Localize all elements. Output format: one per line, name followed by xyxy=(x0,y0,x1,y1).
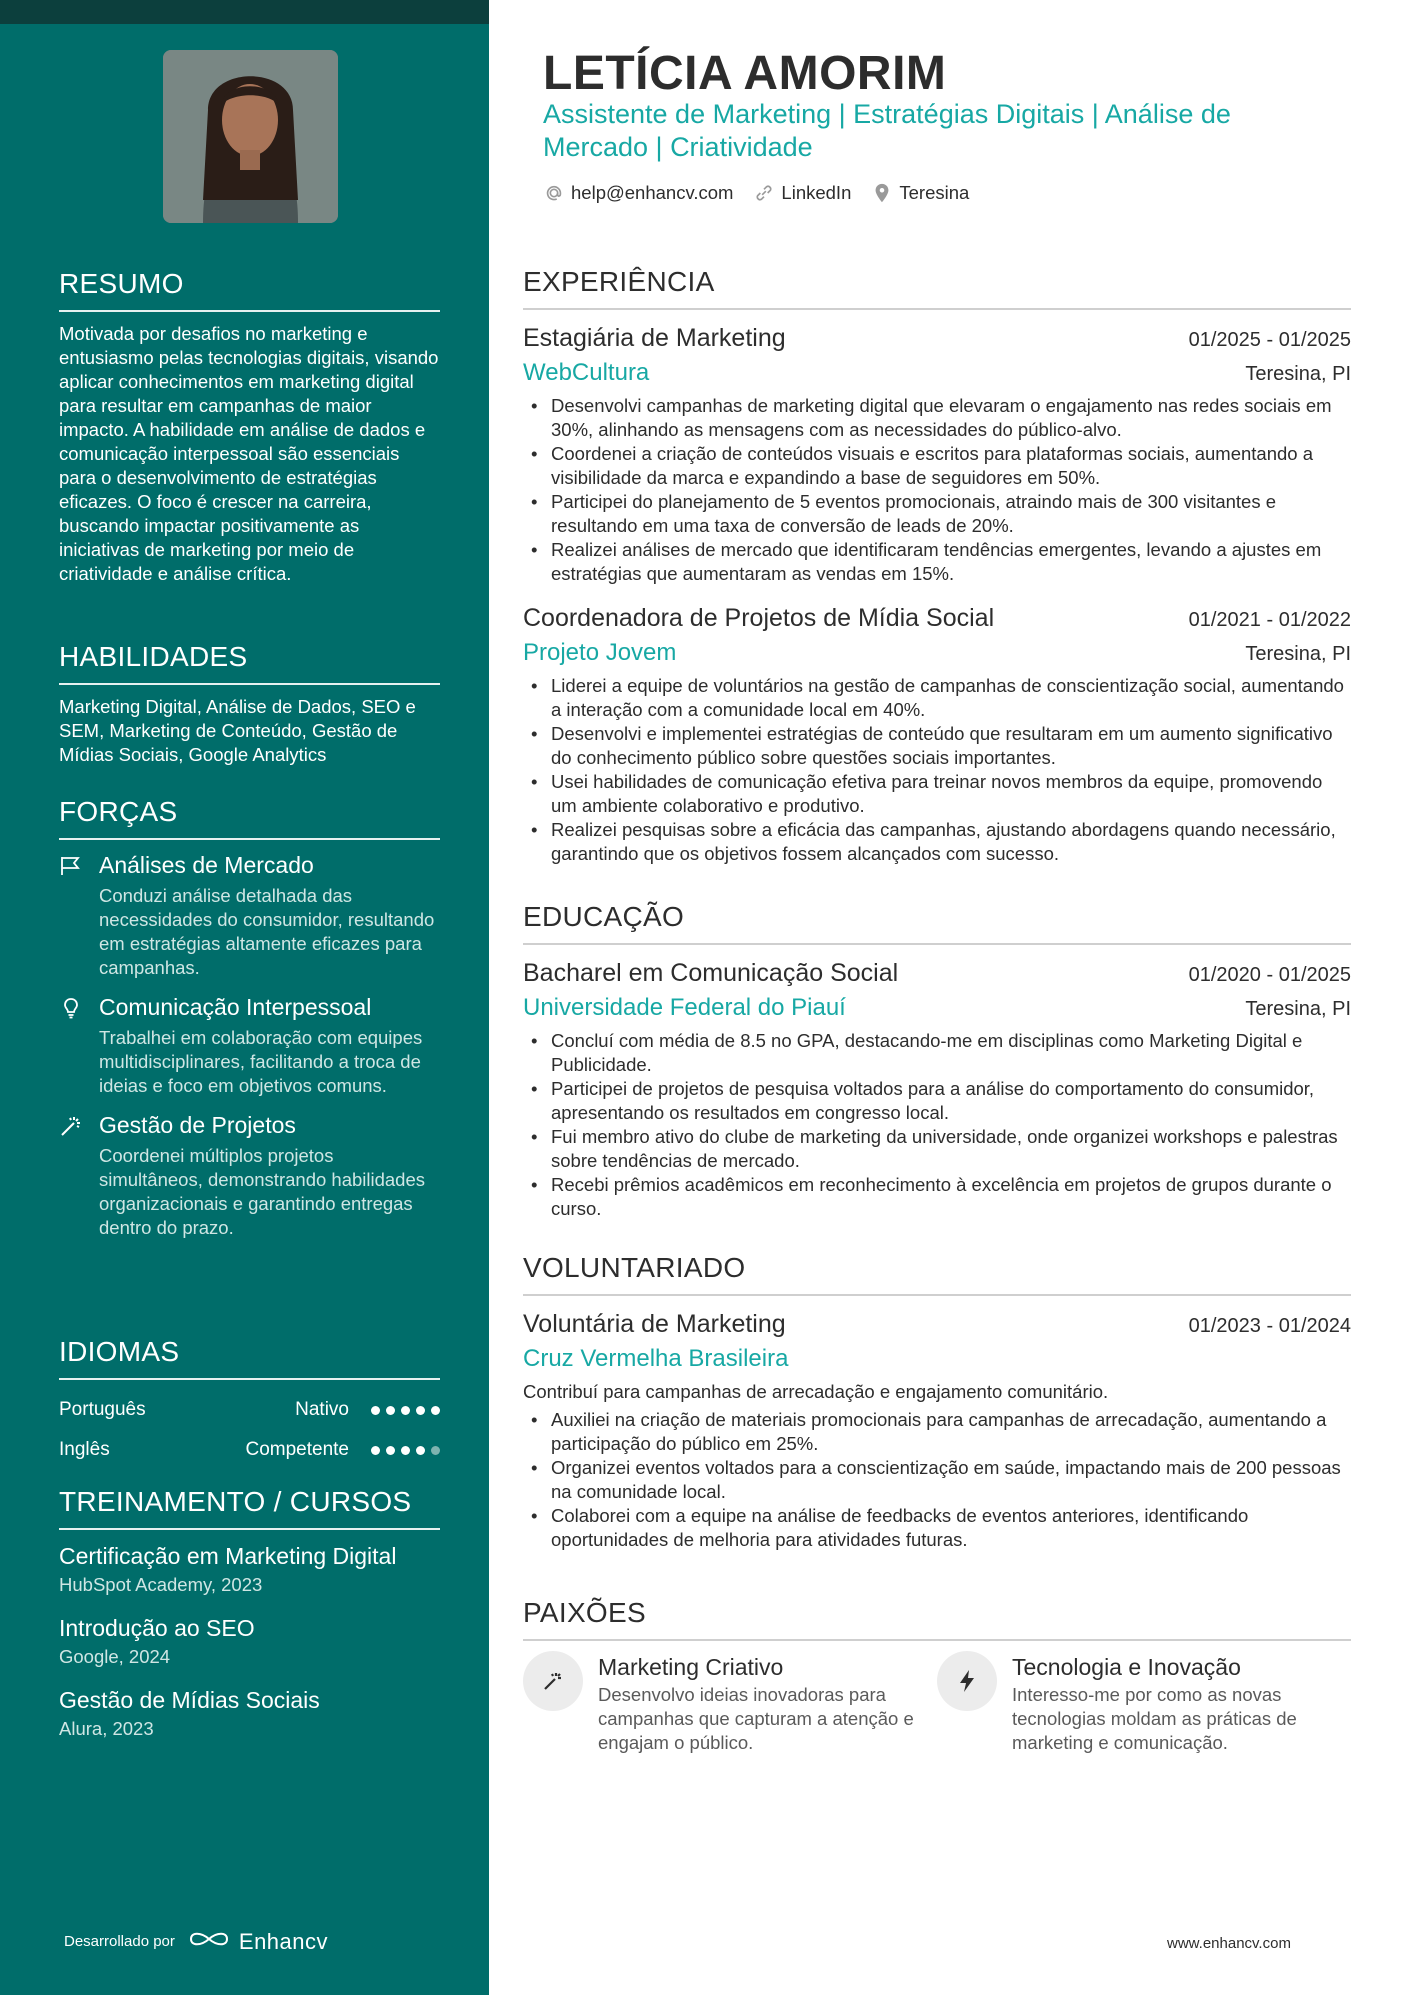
passion-description: Interesso-me por como as novas tecnologias moldam as práticas de marketing e comunicação. xyxy=(1012,1684,1297,1753)
strength-item xyxy=(59,1110,440,1240)
language-row xyxy=(59,1390,440,1430)
volunteer-entry xyxy=(523,1306,1351,1552)
strengths-section xyxy=(59,796,440,1252)
profile-photo xyxy=(163,50,338,223)
strengths-heading: FORÇAS xyxy=(59,796,440,840)
experience-section xyxy=(523,266,1351,880)
contact-email[interactable] xyxy=(543,182,733,204)
email-text: help@enhancv.com xyxy=(571,182,734,203)
bullet-item: • Realizei análises de mercado que identificaram tendências emergentes, levando a ajustes em estratégias que aumentaram as vendas em 15%. xyxy=(523,538,1351,586)
rating-dot xyxy=(416,1406,425,1415)
website-link[interactable]: www.enhancv.com xyxy=(1167,1935,1291,1952)
rating-dot xyxy=(431,1406,440,1415)
contact-row xyxy=(543,182,989,204)
courses-section xyxy=(59,1486,440,1756)
passion-item xyxy=(937,1651,1351,1755)
bullet-item: • Participei de projetos de pesquisa voltados para a análise do comportamento do consumidor, apresentando os resultados em congresso local. xyxy=(523,1077,1351,1125)
footer-brand xyxy=(64,1928,328,1955)
candidate-name: LETÍCIA AMORIM xyxy=(543,47,947,100)
strength-title: Comunicação Interpessoal xyxy=(99,994,372,1020)
language-row xyxy=(59,1430,440,1470)
rating-dot xyxy=(401,1406,410,1415)
course-title: Introdução ao SEO xyxy=(59,1615,255,1641)
education-entry xyxy=(523,955,1351,1221)
footer-label: Desarrollado por xyxy=(64,1933,175,1950)
rating-dot xyxy=(416,1446,425,1455)
language-name: Inglês xyxy=(59,1439,110,1460)
bullet-item: • Desenvolvi campanhas de marketing digital que elevaram o engajamento nas redes sociais em 30%, alinhando as mensagens com as necessidades do público-alvo. xyxy=(523,394,1351,442)
lightning-icon xyxy=(937,1651,997,1711)
profile-photo-illustration xyxy=(163,50,338,223)
education-section xyxy=(523,901,1351,1235)
language-level: Competente xyxy=(245,1439,349,1460)
contact-linkedin[interactable] xyxy=(753,182,851,204)
strength-title: Análises de Mercado xyxy=(99,852,314,878)
bullet-item: • Fui membro ativo do clube de marketing da universidade, onde organizei workshops e palestras sobre tendências de mercado. xyxy=(523,1125,1351,1173)
skills-section xyxy=(59,641,440,767)
language-rating xyxy=(371,1406,440,1415)
entry-location: Teresina, PI xyxy=(1245,643,1351,665)
course-provider: HubSpot Academy, 2023 xyxy=(59,1574,263,1595)
language-level: Nativo xyxy=(295,1399,349,1420)
summary-text: Motivada por desafios no marketing e entusiasmo pelas tecnologias digitais, visando aplicar conhecimentos em marketing digital para resultar em campanhas de maior impacto. A habilidade em análise de dados e comunicação interpessoal são essenciais para o desenvolvimento de estratégias eficazes. O foco é crescer na carreira, buscando impactar positivamente as iniciativas de marketing por meio de criatividade e análise crítica. xyxy=(59,323,439,584)
contact-location xyxy=(871,182,969,204)
entry-bullets xyxy=(523,674,1351,866)
course-title: Certificação em Marketing Digital xyxy=(59,1543,397,1569)
rating-dot xyxy=(371,1446,380,1455)
bullet-item: • Desenvolvi e implementei estratégias de conteúdo que resultaram em um aumento significativo do conhecimento público sobre questões sociais importantes. xyxy=(523,722,1351,770)
entry-organization: Cruz Vermelha Brasileira xyxy=(523,1345,789,1372)
strength-description: Conduzi análise detalhada das necessidades do consumidor, resultando em estratégias altamente eficazes para campanhas. xyxy=(99,885,435,978)
experience-entry xyxy=(523,320,1351,586)
sidebar-top-bar xyxy=(0,0,489,24)
bullet-item: • Participei do planejamento de 5 eventos promocionais, atraindo mais de 300 visitantes e resultando em uma taxa de conversão de leads de 20%. xyxy=(523,490,1351,538)
rating-dot xyxy=(386,1406,395,1415)
language-rating xyxy=(371,1446,440,1455)
entry-description: Contribuí para campanhas de arrecadação e engajamento comunitário. xyxy=(523,1381,1109,1402)
passion-item xyxy=(523,1651,937,1755)
entry-organization: Universidade Federal do Piauí xyxy=(523,994,846,1021)
experience-entry xyxy=(523,600,1351,866)
courses-heading: TREINAMENTO / CURSOS xyxy=(59,1486,440,1530)
entry-bullets xyxy=(523,1029,1351,1221)
bullet-item: • Coordenei a criação de conteúdos visuais e escritos para plataformas sociais, aumentando a visibilidade da marca e expandindo a base de seguidores em 50%. xyxy=(523,442,1351,490)
language-name: Português xyxy=(59,1399,146,1420)
rating-dot xyxy=(371,1406,380,1415)
languages-section xyxy=(59,1336,440,1470)
footer-brand-name: Enhancv xyxy=(238,1928,329,1954)
entry-title: Voluntária de Marketing xyxy=(523,1310,786,1338)
flag-icon xyxy=(59,854,83,878)
strength-description: Coordenei múltiplos projetos simultâneos, demonstrando habilidades organizacionais e garantindo entregas dentro do prazo. xyxy=(99,1145,426,1238)
languages-heading: IDIOMAS xyxy=(59,1336,440,1380)
experience-heading: EXPERIÊNCIA xyxy=(523,266,1351,310)
course-item xyxy=(59,1684,440,1742)
passion-description: Desenvolvo ideias inovadoras para campanhas que capturam a atenção e engajam o público. xyxy=(598,1684,914,1753)
link-icon xyxy=(753,182,775,204)
skills-text: Marketing Digital, Análise de Dados, SEO e SEM, Marketing de Conteúdo, Gestão de Mídias Sociais, Google Analytics xyxy=(59,696,416,765)
volunteer-section xyxy=(523,1252,1351,1566)
entry-date: 01/2020 - 01/2025 xyxy=(1188,964,1351,986)
location-text: Teresina xyxy=(899,182,970,203)
strength-item xyxy=(59,850,440,980)
entry-date: 01/2023 - 01/2024 xyxy=(1188,1315,1351,1337)
candidate-headline: Assistente de Marketing | Estratégias Digitais | Análise de Mercado | Criatividade xyxy=(543,99,1231,162)
bullet-item: • Liderei a equipe de voluntários na gestão de campanhas de conscientização social, aumentando a interação com a comunidade local em 40%. xyxy=(523,674,1351,722)
enhancv-logo-icon xyxy=(187,1928,231,1955)
bullet-item: • Concluí com média de 8.5 no GPA, destacando-me em disciplinas como Marketing Digital e Publicidade. xyxy=(523,1029,1351,1077)
bullet-item: • Colaborei com a equipe na análise de feedbacks de eventos anteriores, identificando oportunidades de melhoria para atividades futuras. xyxy=(523,1504,1351,1552)
bullet-item: • Organizei eventos voltados para a conscientização em saúde, impactando mais de 200 pessoas na comunidade local. xyxy=(523,1456,1351,1504)
magic-wand-icon xyxy=(523,1651,583,1711)
bullet-item: • Recebi prêmios acadêmicos em reconhecimento à excelência em projetos de grupos durante o curso. xyxy=(523,1173,1351,1221)
entry-title: Estagiária de Marketing xyxy=(523,324,786,352)
summary-heading: RESUMO xyxy=(59,268,440,312)
passion-title: Tecnologia e Inovação xyxy=(1012,1654,1241,1680)
rating-dot xyxy=(401,1446,410,1455)
entry-date: 01/2021 - 01/2022 xyxy=(1188,609,1351,631)
skills-heading: HABILIDADES xyxy=(59,641,440,685)
strength-title: Gestão de Projetos xyxy=(99,1112,296,1138)
entry-bullets xyxy=(523,394,1351,586)
strength-description: Trabalhei em colaboração com equipes multidisciplinares, facilitando a troca de ideias e foco em objetivos comuns. xyxy=(99,1027,423,1096)
summary-section xyxy=(59,268,440,586)
rating-dot xyxy=(386,1446,395,1455)
course-provider: Alura, 2023 xyxy=(59,1718,154,1739)
passion-title: Marketing Criativo xyxy=(598,1654,784,1680)
entry-organization: WebCultura xyxy=(523,359,650,386)
entry-organization: Projeto Jovem xyxy=(523,639,677,666)
location-pin-icon xyxy=(871,182,893,204)
course-provider: Google, 2024 xyxy=(59,1646,171,1667)
course-item xyxy=(59,1540,440,1598)
strength-item xyxy=(59,992,440,1098)
bullet-item: • Auxiliei na criação de materiais promocionais para campanhas de arrecadação, aumentando a participação do público em 25%. xyxy=(523,1408,1351,1456)
entry-date: 01/2025 - 01/2025 xyxy=(1188,329,1351,351)
passions-heading: PAIXÕES xyxy=(523,1597,1351,1641)
volunteer-heading: VOLUNTARIADO xyxy=(523,1252,1351,1296)
rating-dot xyxy=(431,1446,440,1455)
entry-title: Bacharel em Comunicação Social xyxy=(523,959,899,987)
education-heading: EDUCAÇÃO xyxy=(523,901,1351,945)
linkedin-text: LinkedIn xyxy=(781,182,852,203)
course-title: Gestão de Mídias Sociais xyxy=(59,1687,320,1713)
entry-location: Teresina, PI xyxy=(1245,998,1351,1020)
magic-wand-icon xyxy=(59,1114,83,1138)
entry-location: Teresina, PI xyxy=(1245,363,1351,385)
bullet-item: • Usei habilidades de comunicação efetiva para treinar novos membros da equipe, promovendo um ambiente colaborativo e produtivo. xyxy=(523,770,1351,818)
entry-bullets xyxy=(523,1408,1351,1552)
entry-title: Coordenadora de Projetos de Mídia Social xyxy=(523,604,995,632)
sidebar xyxy=(0,0,489,1995)
lightbulb-icon xyxy=(59,996,83,1020)
bullet-item: • Realizei pesquisas sobre a eficácia das campanhas, ajustando abordagens quando necessário, garantindo que os objetivos fossem alcançados com sucesso. xyxy=(523,818,1351,866)
at-icon xyxy=(543,182,565,204)
course-item xyxy=(59,1612,440,1670)
passions-section xyxy=(523,1597,1351,1755)
